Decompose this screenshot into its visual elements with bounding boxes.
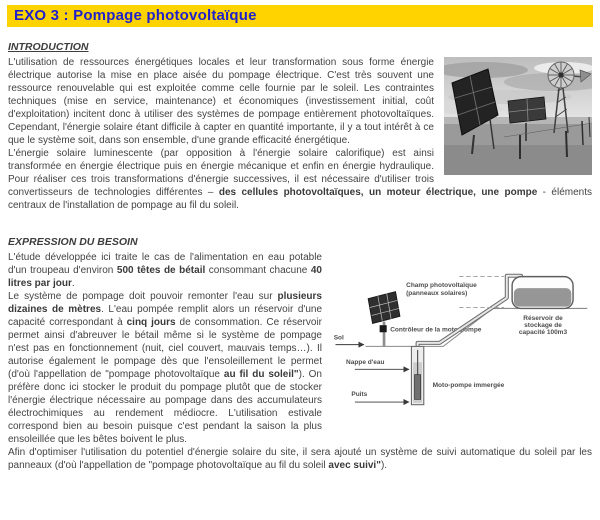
intro-p2-bold1: des cellules photovoltaïques, un moteur électrique, une pompe (218, 187, 538, 198)
besoin-p1-bold1: 500 têtes de bétail (116, 265, 206, 276)
diagram-pump (415, 375, 421, 400)
diagram-reservoir (512, 277, 573, 309)
besoin-paragraph-3 (8, 446, 592, 472)
besoin-p2-seg2: . L'eau pompée remplit alors un réservoir d'une capacité correspondant à (8, 304, 323, 328)
besoin-p1-seg0: L'étude développée ici traite le cas de l'alimentation en eau potable d'un troupeau d'environ (8, 252, 322, 276)
diagram-solar-panel (368, 292, 400, 347)
besoin-p1-seg4: . (71, 278, 75, 289)
document-content (8, 41, 592, 472)
pumping-system-diagram (328, 251, 592, 425)
section-expression-besoin (8, 236, 592, 472)
diagram-label-well: Puits (351, 390, 368, 398)
diagram-label-field-line2: (panneaux solaires) (406, 290, 468, 298)
diagram-controller (380, 325, 387, 332)
section-introduction (8, 41, 592, 212)
intro-p2-seg2: - éléments centraux de l'installation de pompage au fil du soleil. (8, 187, 592, 211)
diagram-well (411, 346, 423, 404)
besoin-p3-seg2: ). (380, 460, 388, 471)
intro-p2-seg0: L'énergie solaire luminescente (par opposition à l'énergie solaire calorifique) est ainsi transformée en énergie électrique puis en énergie mécanique et enfin en énergie hydraulique. Pour réaliser ces trois transformations d'énergie successives, il est nécessaire d'utiliser trois convertisseurs de technologies différentes – (8, 148, 434, 198)
diagram-label-water-table: Nappe d'eau (346, 359, 385, 367)
diagram-label-controller: Contrôleur de la moto-pompe (390, 326, 482, 334)
diagram-label-tank-line3: capacité 100m3 (518, 329, 568, 337)
document-page (0, 5, 600, 472)
title-bar (7, 5, 593, 27)
besoin-p2-bold5: au fil du soleil" (223, 369, 299, 380)
intro-heading: INTRODUCTION (8, 41, 89, 53)
besoin-flow (8, 251, 592, 472)
besoin-p2-bold1: plusieurs dizaines de mètres (8, 291, 322, 315)
besoin-p2-bold3: cinq jours (126, 317, 176, 328)
besoin-p2-seg0: Le système de pompage doit pouvoir remonter l'eau sur (8, 291, 278, 302)
diagram-reservoir-water (514, 288, 571, 307)
intro-p1-text: L'utilisation de ressources énergétiques locales et leur transformation sous forme énergie électrique autorise la mise en place aisée du pompage électrique. C'est très souvent une ressource renouvelable qui est exploitée comme celle fournie par le soleil. Les contraintes techniques (mise en service, maintenance) et économiques (investissement initial, coût d'exploitation) incitent donc à utiliser des systèmes de pompage entièrement photovoltaïques. Cependant, l'énergie solaire étant difficile à capter en quantité importante, il y a tout intérêt à ce que le système soit, dans son ensemble, d'une grande efficacité énergétique. (8, 57, 434, 146)
diagram-label-tank-line2: stockage de (524, 321, 562, 329)
diagram-label-field-line1: Champ photovoltaïque (406, 282, 477, 290)
besoin-p3-seg0: Afin d'optimiser l'utilisation du potentiel d'énergie solaire du site, il sera ajouté un système de suivi automatique du soleil par les panneaux (d'où l'appellation de "pompage photovoltaïque au fil du soleil (8, 447, 592, 471)
besoin-heading: EXPRESSION DU BESOIN (8, 236, 138, 248)
besoin-p1-seg2: consommant chacune (205, 265, 311, 276)
besoin-p1-bold3: 40 litres par jour (8, 265, 322, 289)
intro-flow (8, 56, 592, 212)
solar-windmill-photo (444, 57, 592, 175)
besoin-p3-bold1: avec suivi" (328, 460, 381, 471)
diagram-label-ground: Sol (333, 334, 344, 342)
besoin-p2-seg4: de consommation. Ce réservoir permet ainsi d'abreuver le bétail même si le système de pompage n'est pas en fonctionnement (nuit, ciel couvert, mauvais temps…). Il autorise également le pompage dès que l'ensoleillement le permet (d'où l'appellation de "pompage photovoltaïque (8, 317, 322, 380)
diagram-label-tank-line1: Réservoir de (523, 314, 563, 322)
diagram-label-pump: Moto-pompe immergée (432, 382, 505, 390)
page-title: EXO 3 : Pompage photovoltaïque (14, 7, 257, 24)
besoin-p2-seg6: ). On préfère donc ici stocker le produit du pompage plutôt que de stocker l'énergie électrique nécessaire au pompage dans des accumulateurs électrochimiques au rendement médiocre. L'utilisation estivale correspond bien au besoin puisque c'est pendant la saison la plus ensoleillée que les bêtes boivent le plus. (8, 369, 322, 445)
